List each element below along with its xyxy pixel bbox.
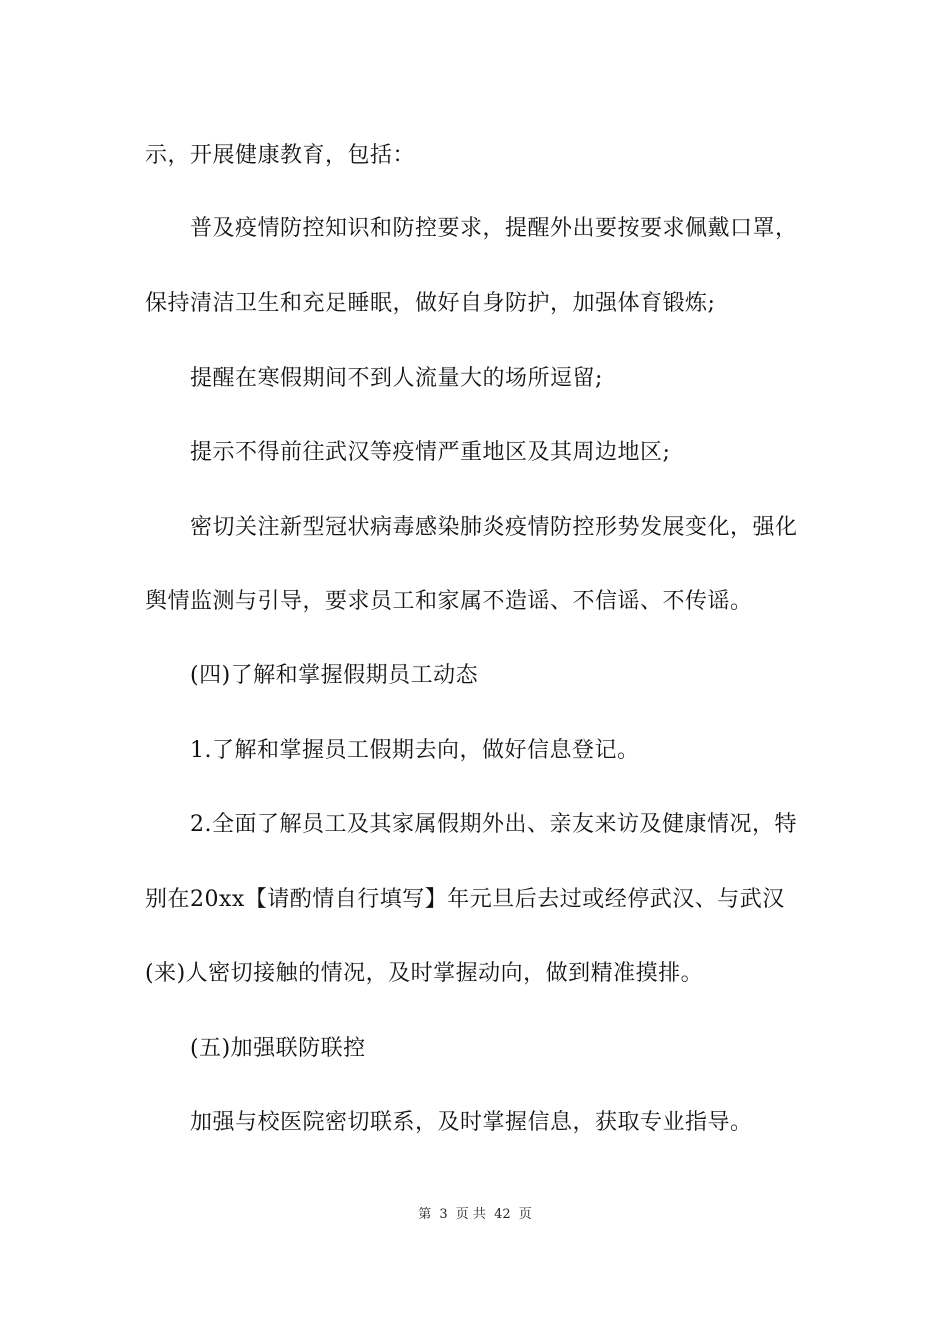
total-pages-number: 42	[494, 1207, 511, 1222]
page-label-prefix: 第	[418, 1207, 432, 1222]
section-heading: (四)了解和掌握假期员工动态	[190, 663, 479, 688]
paragraph-line: 1.了解和掌握员工假期去向，做好信息登记。	[190, 738, 640, 763]
paragraph-line: 提醒在寒假期间不到人流量大的场所逗留;	[190, 366, 603, 391]
section-heading: (五)加强联防联控	[190, 1036, 366, 1061]
paragraph-line: 提示不得前往武汉等疫情严重地区及其周边地区;	[190, 440, 671, 465]
paragraph-line: 别在20xx【请酌情自行填写】年元旦后去过或经停武汉、与武汉	[145, 887, 785, 912]
paragraph-line: 2.全面了解员工及其家属假期外出、亲友来访及健康情况，特	[190, 812, 797, 837]
page-footer	[0, 1206, 950, 1224]
paragraph-line: 普及疫情防控知识和防控要求，提醒外出要按要求佩戴口罩，	[190, 216, 798, 241]
paragraph-line: 示，开展健康教育，包括：	[145, 143, 416, 168]
paragraph-line: 密切关注新型冠状病毒感染肺炎疫情防控形势发展变化，强化	[190, 515, 798, 540]
paragraph-line: (来)人密切接触的情况，及时掌握动向，做到精准摸排。	[145, 961, 704, 986]
paragraph-line: 保持清洁卫生和充足睡眠，做好自身防护，加强体育锻炼;	[145, 291, 716, 316]
paragraph-line: 舆情监测与引导，要求员工和家属不造谣、不信谣、不传谣。	[145, 589, 753, 614]
paragraph-line: 加强与校医院密切联系，及时掌握信息，获取专业指导。	[190, 1110, 753, 1135]
page-label-suffix: 页	[518, 1207, 532, 1222]
current-page-number: 3	[439, 1207, 448, 1222]
page-label-middle: 页 共	[455, 1207, 486, 1222]
